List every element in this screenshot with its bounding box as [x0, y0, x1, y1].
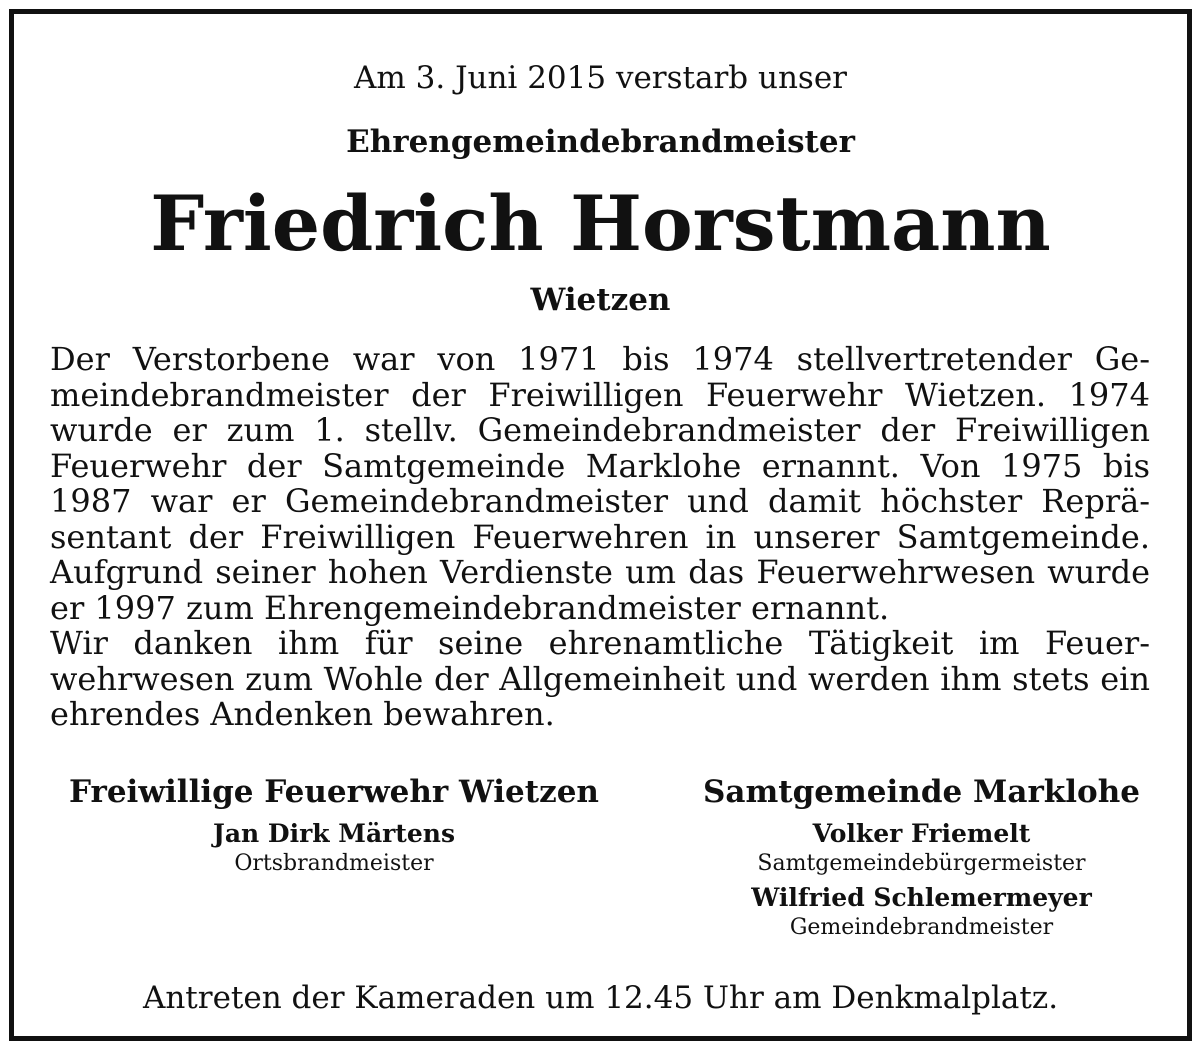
- signature-block-municipality: [684, 770, 1159, 942]
- signatory-name: Jan Dirk Märtens: [212, 819, 456, 848]
- signature-block-fire-brigade: [50, 770, 618, 878]
- obituary-body: [50, 342, 1150, 733]
- signatory-role: Ortsbrandmeister: [234, 851, 434, 876]
- honorary-title: Ehrengemeindebrandmeister: [346, 124, 855, 160]
- signatory-role: Gemeindebrandmeister: [789, 915, 1054, 940]
- signatory-organization: Freiwillige Feuerwehr Wietzen: [69, 774, 599, 810]
- hometown: Wietzen: [530, 282, 671, 318]
- signatory-name: Wilfried Schlemermeyer: [751, 883, 1092, 912]
- signatory-organization: Samtgemeinde Marklohe: [703, 774, 1140, 810]
- obituary-notice: [9, 9, 1192, 1041]
- signatory-name: Volker Friemelt: [812, 819, 1031, 848]
- body-paragraph-career: Der Verstorbene war von 1971 bis 1974 stellvertretender Gemeindebrandmeister der Freiwilligen Feuerwehr Wietzen. 1974 wurde er zum 1. stellv. Gemeindebrandmeister der Freiwilligen Feuerwehr der Samtgemeinde Marklohe ernannt. Von 1975 bis 1987 war er Gemeindebrandmeister und damit höchster Repräsentant der Freiwilligen Feuerwehren in unserer Samtgemeinde. Aufgrund seiner hohen Verdienste um das Feuerwehrwesen wurde er 1997 zum Ehrengemeindebrandmeister ernannt.: [50, 340, 1150, 627]
- deceased-name: Friedrich Horstmann: [150, 179, 1051, 268]
- intro-line: Am 3. Juni 2015 verstarb unser: [354, 60, 847, 96]
- body-paragraph-thanks: Wir danken ihm für seine ehrenamtliche Tätigkeit im Feuerwehrwesen zum Wohle der Allgemeinheit und werden ihm stets ein ehrendes Andenken bewahren.: [50, 624, 1150, 733]
- closing-announcement: Antreten der Kameraden um 12.45 Uhr am Denkmalplatz.: [142, 980, 1059, 1016]
- signatory-role: Samtgemeindebürgermeister: [757, 851, 1086, 876]
